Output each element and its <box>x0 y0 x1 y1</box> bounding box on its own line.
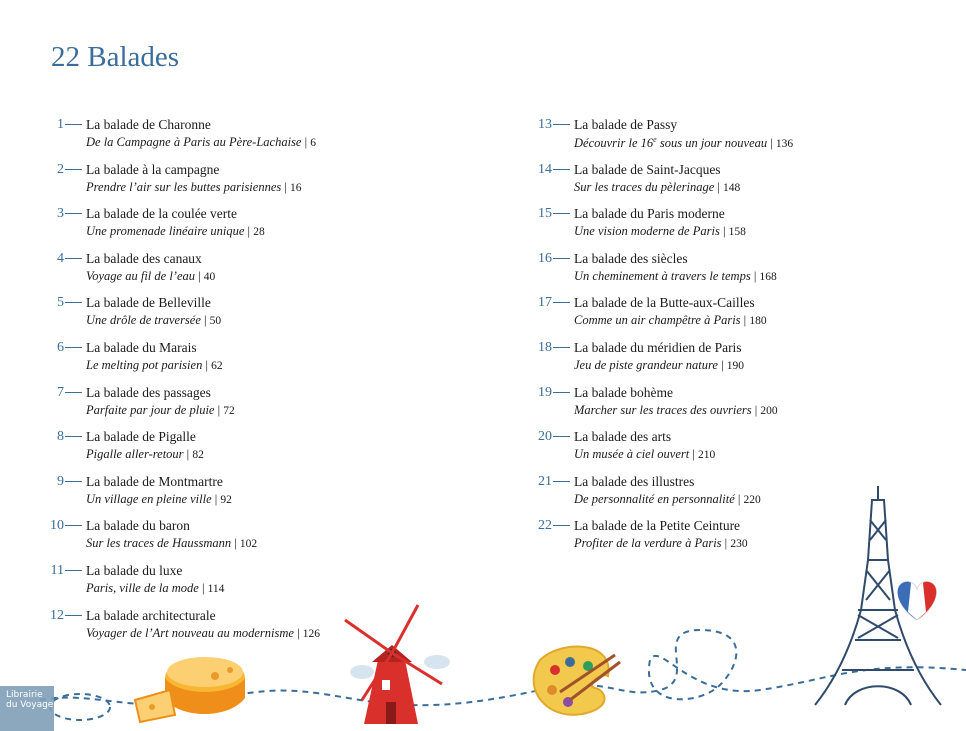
entry-number: 22 <box>538 518 572 534</box>
entry-number: 21 <box>538 474 572 490</box>
entry-page: 180 <box>749 315 767 328</box>
entry-subtitle: Parfaite par jour de pluie | 72 <box>86 402 235 417</box>
entry-subtitle: Sur les traces de Haussmann | 102 <box>86 536 258 551</box>
entry-number: 18 <box>538 340 572 356</box>
entry-page: 114 <box>207 582 225 595</box>
entry-title: La balade de Montmartre <box>86 473 223 489</box>
entry-number: 6 <box>50 340 84 356</box>
entry-subtitle: Une promenade linéaire unique | 28 <box>86 224 265 239</box>
entry-subtitle: Un musée à ciel ouvert | 210 <box>574 447 716 462</box>
entry-number: 16 <box>538 251 572 267</box>
entry-number: 9 <box>50 474 84 490</box>
entry-subtitle: Prendre l’air sur les buttes parisiennes | 16 <box>86 179 302 194</box>
entry-number: 3 <box>50 206 84 222</box>
entry-page: 158 <box>728 226 746 239</box>
entry-number: 5 <box>50 295 84 311</box>
entry-subtitle: Une vision moderne de Paris | 158 <box>574 224 746 239</box>
entry-number: 19 <box>538 385 572 401</box>
entry-number: 15 <box>538 206 572 222</box>
entry-title: La balade de Charonne <box>86 117 211 132</box>
entry-subtitle: Sur les traces du pèlerinage | 148 <box>574 179 741 194</box>
entry-number: 4 <box>50 251 84 267</box>
entry-title: La balade des passages <box>86 384 211 400</box>
entry-title: La balade du luxe <box>86 562 183 578</box>
entry-page: 62 <box>211 359 223 372</box>
entry-title: La balade de la coulée verte <box>86 206 238 222</box>
entry-page: 92 <box>220 493 232 506</box>
entry-title: La balade de Passy <box>574 117 678 132</box>
entry-page: 72 <box>223 404 235 417</box>
entry-subtitle: Paris, ville de la mode | 114 <box>86 580 225 595</box>
entry-title: La balade des illustres <box>574 473 695 489</box>
entry-page: 168 <box>759 270 777 283</box>
entry-subtitle: Comme un air champêtre à Paris | 180 <box>574 313 767 328</box>
entry-number: 20 <box>538 429 572 445</box>
page-title: 22 Balades <box>51 41 180 73</box>
entry-page: 220 <box>743 493 761 506</box>
entry-title: La balade du méridien de Paris <box>574 339 742 355</box>
entry-number: 13 <box>538 117 572 133</box>
entry-number: 14 <box>538 162 572 178</box>
entry-number: 11 <box>50 563 84 579</box>
entry-number: 10 <box>50 518 84 534</box>
entry-title: La balade bohème <box>574 384 673 400</box>
entry-title: La balade de la Petite Ceinture <box>574 518 741 534</box>
entry-subtitle: Découvrir le 16e sous un jour nouveau | 136 <box>574 135 794 151</box>
entry-subtitle: Un village en pleine ville | 92 <box>86 491 232 506</box>
entry-subtitle: Pigalle aller-retour | 82 <box>86 447 204 462</box>
entry-title: La balade de Saint-Jacques <box>574 161 721 177</box>
entry-title: La balade architecturale <box>86 607 216 623</box>
entry-title: La balade du baron <box>86 518 190 534</box>
entry-title: La balade de la Butte-aux-Cailles <box>574 295 755 311</box>
entry-subtitle: Un cheminement à travers le temps | 168 <box>574 268 777 283</box>
entry-page: 16 <box>290 181 302 194</box>
entry-page: 50 <box>209 315 222 328</box>
cheese-icon <box>135 657 245 722</box>
windmill-icon <box>345 605 450 724</box>
entry-title: La balade des canaux <box>86 250 202 266</box>
entry-page: 28 <box>253 226 265 239</box>
entry-page: 82 <box>192 449 204 462</box>
entry-number: 2 <box>50 162 84 178</box>
entry-title: La balade des siècles <box>574 250 688 266</box>
entry-subtitle: Marcher sur les traces des ouvriers | 200 <box>574 402 778 417</box>
entry-subtitle: Jeu de piste grandeur nature | 190 <box>574 357 744 372</box>
entry-page: 102 <box>239 538 258 551</box>
entry-title: La balade à la campagne <box>86 161 220 177</box>
entry-subtitle: Une drôle de traversée | 50 <box>86 313 222 328</box>
entry-subtitle: Voyage au fil de l’eau | 40 <box>86 268 216 283</box>
entry-number: 7 <box>50 385 84 401</box>
entry-number: 8 <box>50 429 84 445</box>
entry-page: 126 <box>302 627 320 640</box>
entry-number: 12 <box>50 608 84 624</box>
watermark-logo: Librairie du Voyage <box>0 686 54 731</box>
entry-page: 200 <box>760 404 778 417</box>
entry-page: 148 <box>723 181 741 194</box>
entry-page: 136 <box>775 138 794 151</box>
entry-title: La balade du Marais <box>86 339 197 355</box>
entry-page: 210 <box>698 449 716 462</box>
entry-subtitle: Profiter de la verdure à Paris | 230 <box>574 536 748 551</box>
entry-subtitle: Voyager de l’Art nouveau au modernisme | 126 <box>86 625 320 640</box>
french-heart-icon <box>898 582 937 620</box>
palette-icon <box>534 647 620 715</box>
entry-title: La balade de Belleville <box>86 295 211 311</box>
entry-page: 230 <box>730 538 748 551</box>
entry-page: 190 <box>726 359 744 372</box>
entry-page: 40 <box>203 270 216 283</box>
entry-page: 6 <box>310 137 316 149</box>
entry-number: 1 <box>50 117 84 133</box>
entry-subtitle: De la Campagne à Paris au Père-Lachaise | 6 <box>86 135 316 149</box>
entry-title: La balade de Pigalle <box>86 429 196 445</box>
entry-subtitle: De personnalité en personnalité | 220 <box>574 491 761 506</box>
entry-title: La balade des arts <box>574 429 672 445</box>
dashed-loop <box>50 694 110 720</box>
entry-number: 17 <box>538 295 572 311</box>
entry-subtitle: Le melting pot parisien | 62 <box>86 357 223 372</box>
entry-title: La balade du Paris moderne <box>574 206 725 222</box>
